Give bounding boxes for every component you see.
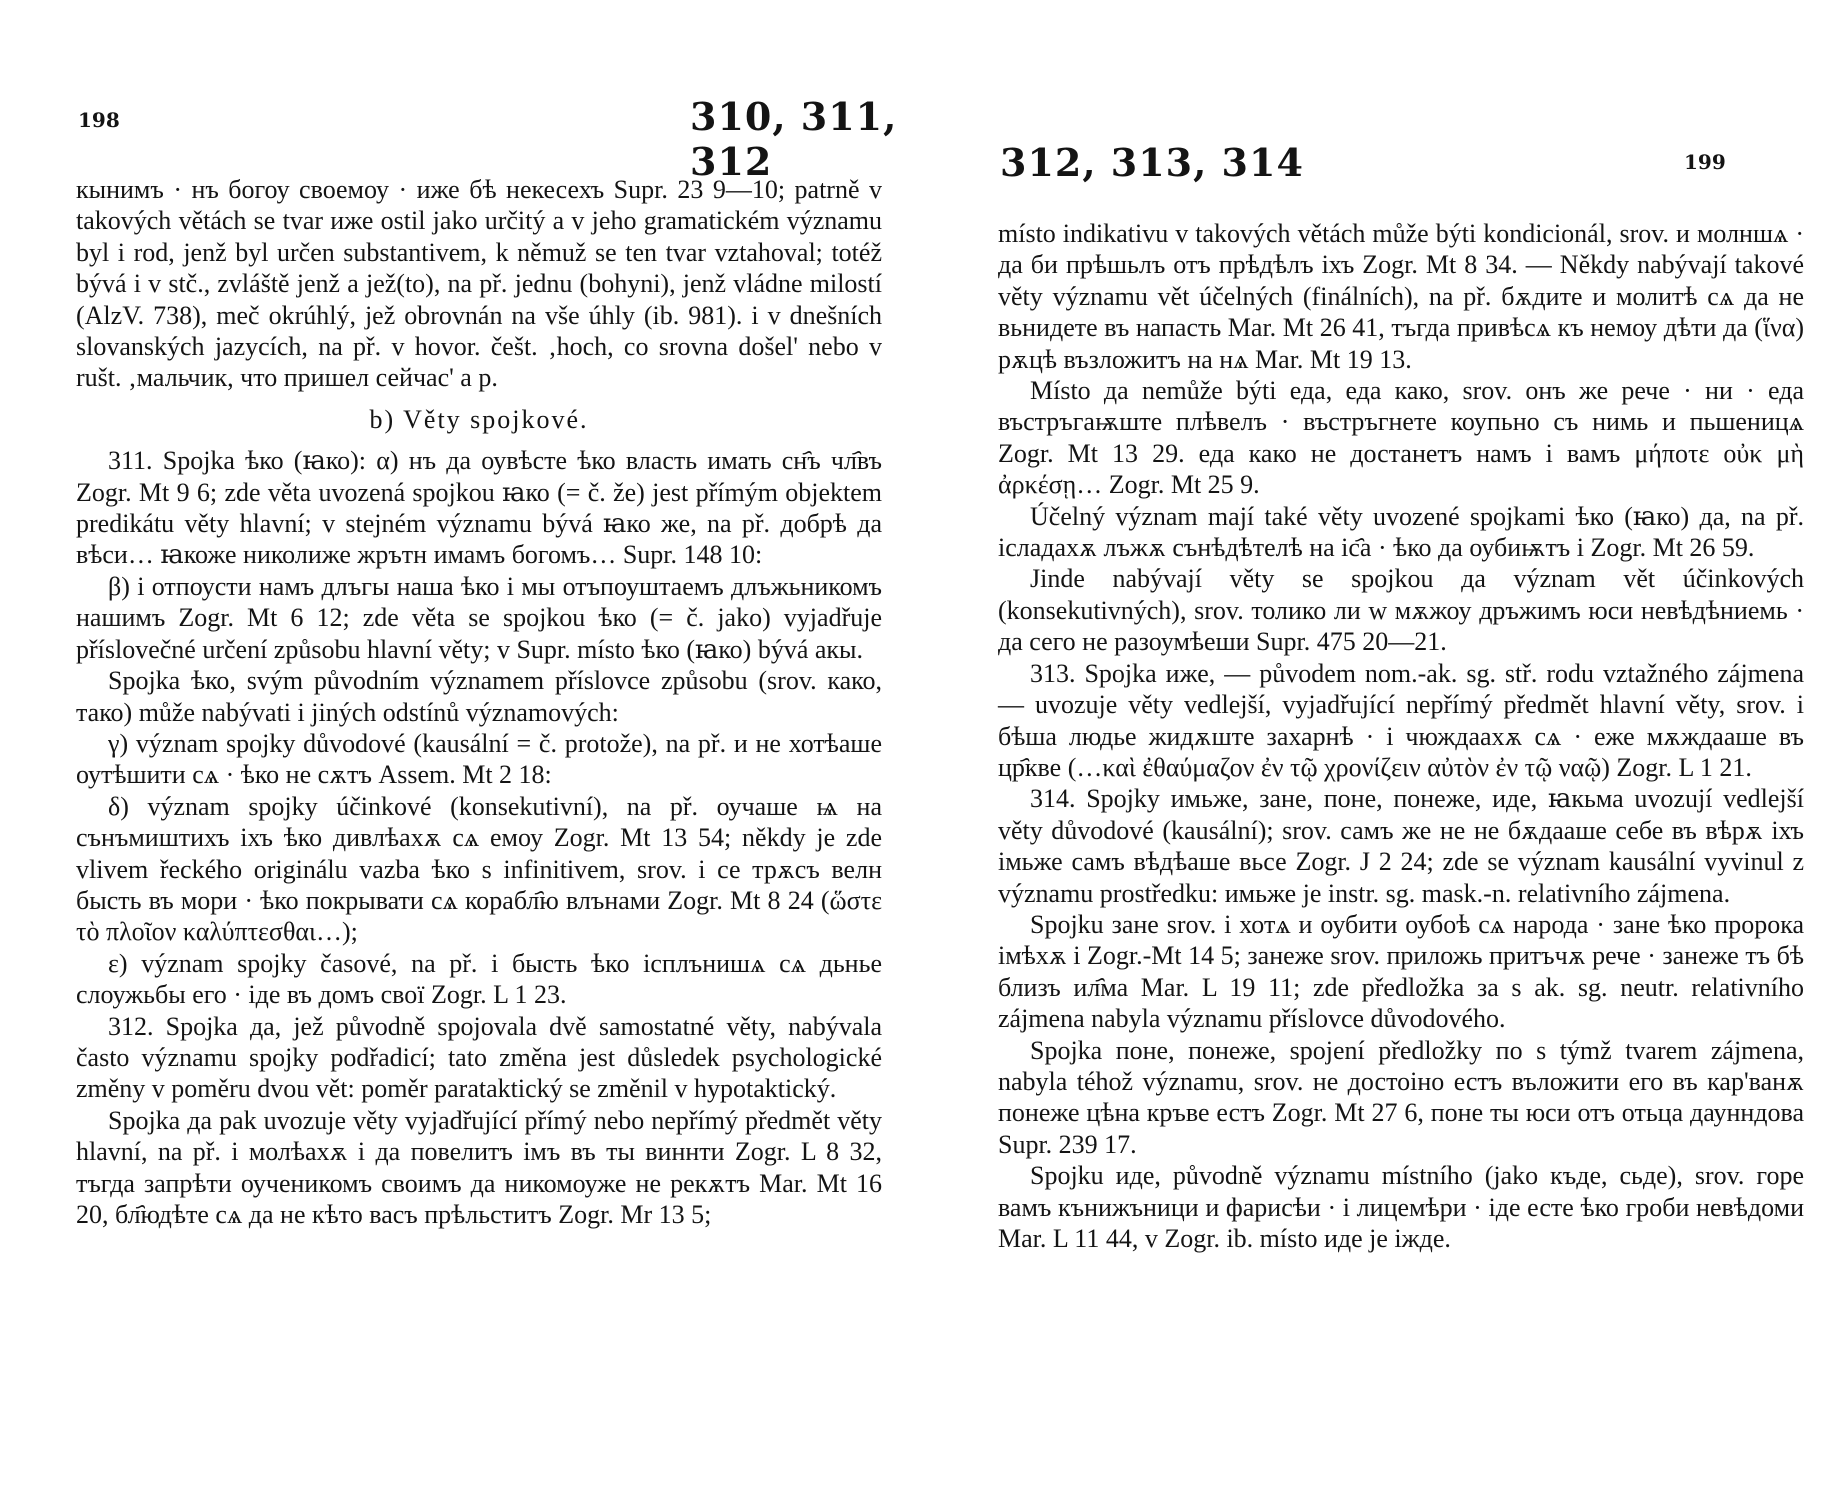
paragraph: δ) význam spojky účinkové (konsekutivní), na př. оучаше ѩ на сънъмиштихъ іхъ ѣко дивлѣахѫ сѧ емоу Zogr. Mt 13 54; někdy je zde vlivem řeckého originálu vazba ѣко s infinitivem, srov. і се трѫсъ велн бысть въ мори · ѣко покрывати сѧ корабл҄ю влънами Zogr. Mt 8 24 (ὥστε τὸ πλοῖον καλύπτεσθαι…); — [76, 791, 882, 947]
running-head: 312, 313, 314 — [1000, 140, 1304, 185]
paragraph: 312. Spojka да, jež původně spojovala dvě samostatné věty, nabývala často významu spojky podřadicí; tato změna jest důsledek psychologické změny v poměru dvou vět: poměr parataktický se změnil v hypotaktický. — [76, 1011, 882, 1104]
paragraph: Jinde nabývají věty se spojkou да význam vět účinkových (konsekutivných), srov. толико ли w мѫжоу дръжимъ юси невѣдѣниемь · да сего не разоумѣеши Supr. 475 20—21. — [998, 564, 1804, 657]
paragraph: γ) význam spojky důvodové (kausální = č. protože), na př. и не хотѣаше оутѣшити сѧ · ѣко не сѫтъ Assem. Mt 2 18: — [76, 728, 882, 790]
paragraph: кынимъ · нъ богоу своемоу · иже бѣ некесехъ Supr. 23 9—10; patrně v takových větách se tvar иже ostil jako určitý a v jeho gramatickém významu byl i rod, jenž byl určen substantivem, k němuž se ten tvar vztahoval; totéž bývá i v stč., zvláště jenž a jež(to), na př. jednu (bohyni), jenž vládne milostí (AlzV. 738), meč okrúhlý, jež obrovnán na vše úhly (ib. 981). i v dnešních slovanských jazycích, na př. v hovor. češt. ‚hoch, co srovna došel' nebo v rušt. ‚мальчик, что пришел сейчас' a p. — [76, 175, 882, 393]
paragraph: Spojka да pak uvozuje věty vyjadřující přímý nebo nepřímý předmět věty hlavní, na př. і молѣахѫ і да повелитъ імъ въ ты виннти Zogr. L 8 32, тъгда запрѣти оученикомъ своимъ да никомоуже не рекѫтъ Mar. Mt 16 20, бл҄юдѣте сѧ да не кѣто васъ прѣльститъ Zogr. Mr 13 5; — [76, 1105, 882, 1229]
page-number: 198 — [78, 108, 120, 132]
paragraph: 313. Spojka иже, — původem nom.-ak. sg. stř. rodu vztažného zájmena — uvozuje věty vedlejší, vyjadřující nepřímý předmět hlavní věty, srov. і бѣша людье жидѫште захарнѣ · і чюждаахѫ сѧ · еже мѫждааше въ цр҄кве (…καὶ ἐθαύμαζον ἐν τῷ χρονίζειν αὐτὸν ἐν τῷ ναῷ) Zogr. L 1 21. — [998, 658, 1804, 782]
paragraph: místo indikativu v takových větách může býti kondicionál, srov. и молншѧ · да би прѣшьлъ отъ прѣдѣлъ іхъ Zogr. Mt 8 34. — Někdy nabývají takové věty významu vět účelných (finálních), na př. бѫдите и молитѣ сѧ да не вьнидете въ напасть Mar. Mt 26 41, тъгда привѣсѧ къ немоу дѣти да (ἵνα) рѫцѣ възложитъ на нѧ Mar. Mt 19 13. — [998, 219, 1804, 374]
paragraph: β) і отпоусти намъ длъгы наша ѣко і мы отъпоуштаемъ длъжьникомъ нашимъ Zogr. Mt 6 12; zde věta se spojkou ѣко (= č. jako) vyjadřuje příslovečné určení způsobu hlavní věty; v Supr. místo ѣко (ꙗко) bývá акы. — [76, 571, 882, 664]
paragraph: 314. Spojky имьже, зане, поне, понеже, иде, ꙗкьма uvozují vedlejší věty důvodové (kausální); srov. самъ же не не бѫдааше себе въ вѣрѫ іхъ імьже самъ вѣдѣаше вьсе Zogr. J 2 24; zde se význam kausální vyvinul z významu prostředku: имьже je instr. sg. mask.-n. relativního zájmena. — [998, 784, 1804, 908]
paragraph: Spojka поне, понеже, spojení předložky по s týmž tvarem zájmena, nabyla téhož významu, srov. не достоіно естъ въложити его въ кар'ванѫ понеже цѣна кръве естъ Zogr. Mt 27 6, поне ты юси отъ отьца даунндова Supr. 239 17. — [998, 1035, 1804, 1159]
section-heading: b) Věty spojkové. — [369, 404, 589, 434]
paragraph: Spojku зане srov. і хотѧ и оубити оубоѣ сѧ народа · зане ѣко пророка імѣхѫ і Zogr.-Mt 14 5; занеже srov. приложь притъчѫ рече · занеже тъ бѣ близъ ил҄ма Mar. L 19 11; zde předložka за s ak. sg. neutr. relativního zájmena nabyla významu příslovce důvodového. — [998, 909, 1804, 1034]
paragraph: Spojku иде, původně významu místního (jako къде, сьде), srov. горе вамъ кънижъници и фарисѣи · і лицемѣри · іде есте ѣко гроби невѣдоми Mar. L 11 44, v Zogr. ib. místo иде je іжде. — [998, 1161, 1804, 1253]
paragraph: ε) význam spojky časové, na př. і бысть ѣко ісплънишѧ сѧ дьнье слоужьбы его · іде въ домъ свої Zogr. L 1 23. — [76, 948, 882, 1010]
paragraph: 311. Spojka ѣко (ꙗко): α) нъ да оувѣсте ѣко власть имать сн҄ъ чл҄въ Zogr. Mt 9 6; zde věta uvozená spojkou ꙗко (= č. že) jest přímým objektem predikátu věty hlavní; v stejném významu bývá ꙗко же, na př. добрѣ да вѣси… ꙗкоже николиже жрътн имамъ богомъ… Supr. 148 10: — [76, 446, 882, 570]
page-body — [76, 174, 882, 1230]
running-head: 310, 311, 312 — [690, 94, 898, 184]
paragraph: Místo да nemůže býti еда, еда како, srov. онъ же рече · ни · еда въстръгаѭште плѣвелъ · въстръгнете коупьно съ нимь и пьшеницѧ Zogr. Mt 13 29. еда како не достанетъ намъ і вамъ μήποτε οὐκ μὴ ἀρκέσῃ… Zogr. Mt 25 9. — [998, 376, 1804, 500]
page-body — [998, 218, 1804, 1254]
right-page — [922, 0, 1844, 1500]
paragraph: Spojka ѣко, svým původním významem příslovce způsobu (srov. како, тако) může nabývati i jiných odstínů významových: — [76, 666, 882, 727]
paragraph: Účelný význam mají také věty uvozené spojkami ѣко (ꙗко) да, na př. ісладахѫ лъжѫ сънѣдѣтелѣ на іс҄а · ѣко да оубиѭтъ і Zogr. Mt 26 59. — [998, 501, 1804, 563]
page-number: 199 — [1684, 150, 1726, 174]
